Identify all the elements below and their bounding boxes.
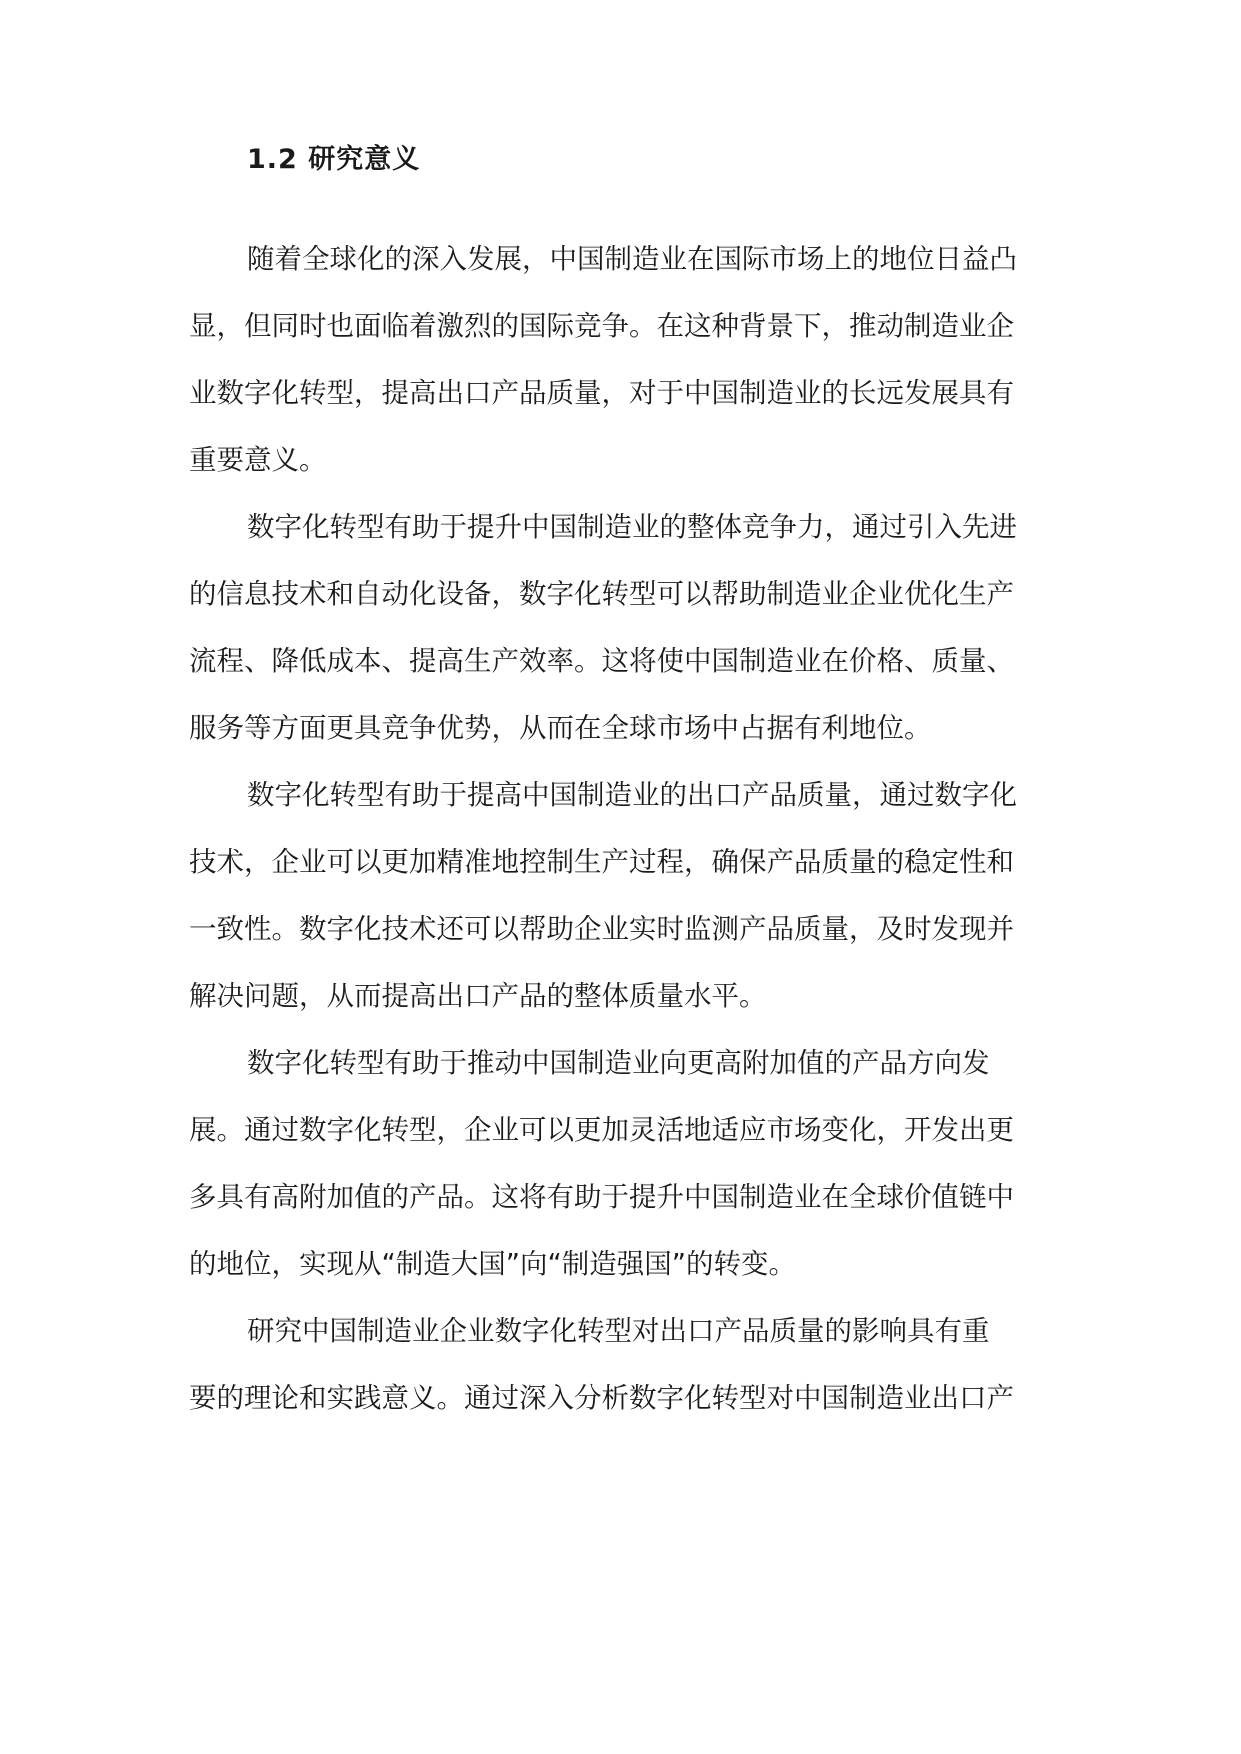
text-line: 展。通过数字化转型，企业可以更加灵活地适应市场变化，开发出更	[189, 1114, 1014, 1146]
section-heading: 1.2 研究意义	[247, 144, 421, 175]
text-line: 技术，企业可以更加精准地控制生产过程，确保产品质量的稳定性和	[189, 846, 1014, 878]
text-line: 的地位，实现从“制造大国”向“制造强国”的转变。	[189, 1248, 796, 1280]
paragraph-2	[189, 494, 1069, 762]
text-line: 一致性。数字化技术还可以帮助企业实时监测产品质量，及时发现并	[189, 913, 1014, 945]
section-body	[189, 226, 1069, 1432]
text-line: 多具有高附加值的产品。这将有助于提升中国制造业在全球价值链中	[189, 1181, 1014, 1213]
text-line: 数字化转型有助于推动中国制造业向更高附加值的产品方向发	[247, 1047, 990, 1079]
paragraph-1	[189, 226, 1069, 494]
text-line: 研究中国制造业企业数字化转型对出口产品质量的影响具有重	[247, 1315, 990, 1347]
paragraph-5	[189, 1298, 1069, 1432]
text-line: 数字化转型有助于提升中国制造业的整体竞争力，通过引入先进	[247, 511, 1017, 543]
text-line: 流程、降低成本、提高生产效率。这将使中国制造业在价格、质量、	[189, 645, 1014, 677]
text-line: 服务等方面更具竞争优势，从而在全球市场中占据有利地位。	[189, 712, 932, 744]
text-line: 要的理论和实践意义。通过深入分析数字化转型对中国制造业出口产	[189, 1382, 1014, 1414]
text-line: 的信息技术和自动化设备，数字化转型可以帮助制造业企业优化生产	[189, 578, 1014, 610]
paragraph-3	[189, 762, 1069, 1030]
text-line: 数字化转型有助于提高中国制造业的出口产品质量，通过数字化	[247, 779, 1017, 811]
text-line: 随着全球化的深入发展，中国制造业在国际市场上的地位日益凸	[247, 243, 1017, 275]
text-line: 解决问题，从而提高出口产品的整体质量水平。	[189, 980, 767, 1012]
text-line: 业数字化转型，提高出口产品质量，对于中国制造业的长远发展具有	[189, 377, 1014, 409]
paragraph-4	[189, 1030, 1069, 1298]
text-line: 显，但同时也面临着激烈的国际竞争。在这种背景下，推动制造业企	[189, 310, 1014, 342]
text-line: 重要意义。	[189, 444, 327, 476]
